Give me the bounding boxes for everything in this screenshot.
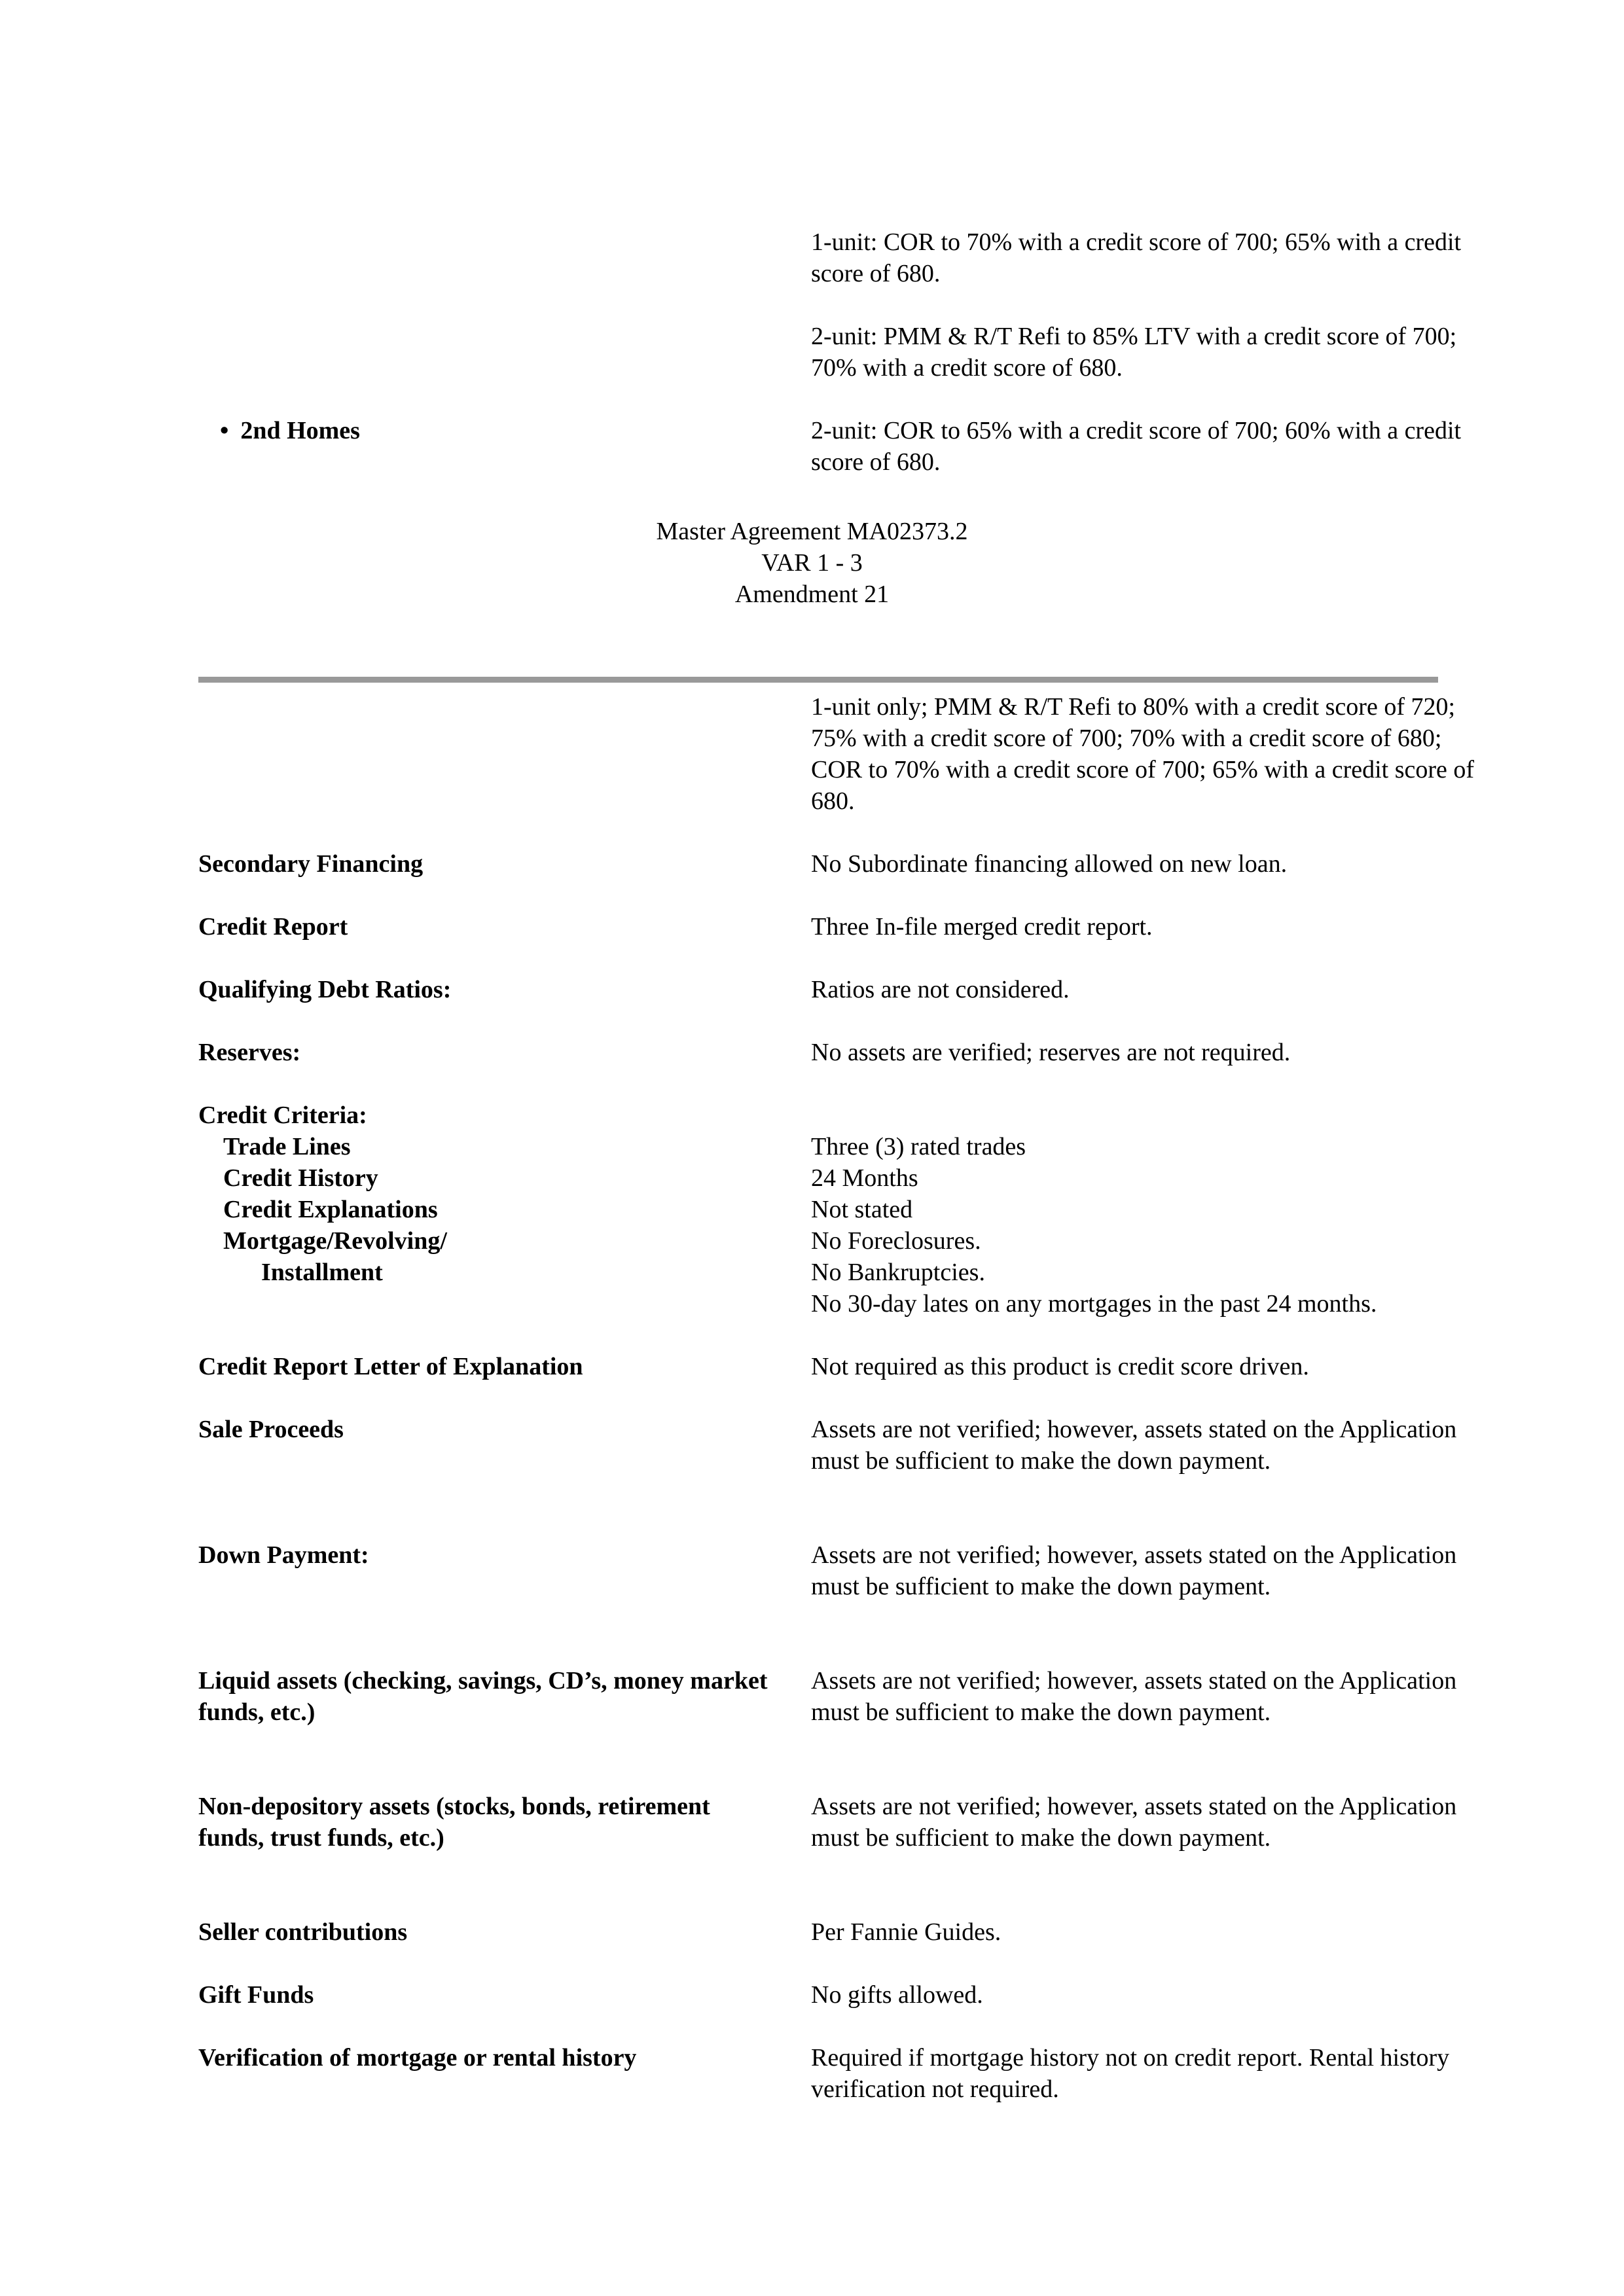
row-label: Gift Funds: [198, 1981, 314, 2009]
footer-agreement: Master Agreement MA02373.2: [656, 518, 968, 545]
credit-criteria-values: [811, 1131, 1479, 1319]
credit-explanations-label: Credit Explanations: [223, 1196, 438, 1223]
mortgage-label-cont: Installment: [261, 1259, 383, 1286]
row-label: Sale Proceeds: [198, 1416, 344, 1443]
credit-history-label: Credit History: [223, 1164, 378, 1192]
trade-lines-label: Trade Lines: [223, 1133, 351, 1160]
row-label: Secondary Financing: [198, 850, 424, 878]
page-divider: [198, 677, 1438, 683]
row-label: Verification of mortgage or rental history: [198, 2044, 637, 2072]
mortgage-value-1: No Foreclosures.: [811, 1227, 981, 1255]
row-value: No gifts allowed.: [811, 1981, 983, 2009]
credit-criteria-heading: Credit Criteria:: [198, 1102, 367, 1129]
row-label: Credit Report: [198, 913, 348, 941]
row-label: Down Payment:: [198, 1541, 369, 1569]
row-value: Assets are not verified; however, assets stated on the Application must be sufficient to make the down payment.: [811, 1667, 1457, 1726]
trade-lines-value: Three (3) rated trades: [811, 1133, 1026, 1160]
bullet-label: 2nd Homes: [240, 417, 360, 444]
mortgage-value-2: No Bankruptcies.: [811, 1259, 985, 1286]
row-value: Per Fannie Guides.: [811, 1918, 1001, 1946]
row-value: No assets are verified; reserves are not required.: [811, 1039, 1291, 1066]
mortgage-label: Mortgage/Revolving/: [223, 1227, 447, 1255]
row-value: Ratios are not considered.: [811, 976, 1070, 1003]
row-label: Non-depository assets (stocks, bonds, retirement funds, trust funds, etc.): [198, 1793, 710, 1852]
row-label: Credit Report Letter of Explanation: [198, 1353, 583, 1380]
page1-paragraph: 1-unit: COR to 70% with a credit score of 700; 65% with a credit score of 680.: [811, 228, 1462, 287]
credit-history-value: 24 Months: [811, 1164, 918, 1192]
footer-amendment: Amendment 21: [734, 581, 890, 608]
row-value: Assets are not verified; however, assets stated on the Application must be sufficient to make the down payment.: [811, 1541, 1457, 1600]
page2-intro: 1-unit only; PMM & R/T Refi to 80% with a credit score of 720; 75% with a credit score of 700; 70% with a credit score of 680; COR to 70% with a credit score of 700; 65% with a credit score of 680.: [811, 693, 1475, 815]
row-value: Required if mortgage history not on credit report. Rental history verification not required.: [811, 2044, 1450, 2103]
row-label: Reserves:: [198, 1039, 301, 1066]
row-value: No Subordinate financing allowed on new loan.: [811, 850, 1288, 878]
row-value: Assets are not verified; however, assets stated on the Application must be sufficient to make the down payment.: [811, 1416, 1457, 1475]
page1-paragraph: 2-unit: COR to 65% with a credit score of 700; 60% with a credit score of 680.: [811, 417, 1462, 476]
row-value: Assets are not verified; however, assets stated on the Application must be sufficient to make the down payment.: [811, 1793, 1457, 1852]
row-label: Seller contributions: [198, 1918, 408, 1946]
row-label: Qualifying Debt Ratios:: [198, 976, 452, 1003]
mortgage-value-3: No 30-day lates on any mortgages in the past 24 months.: [811, 1290, 1377, 1318]
bullet-marker: •: [220, 417, 229, 444]
page1-paragraph: 2-unit: PMM & R/T Refi to 85% LTV with a credit score of 700; 70% with a credit score of 680.: [811, 323, 1457, 382]
row-value: Three In-file merged credit report.: [811, 913, 1153, 941]
credit-explanations-value: Not stated: [811, 1196, 913, 1223]
row-label: Liquid assets (checking, savings, CD’s, money market funds, etc.): [198, 1667, 768, 1726]
row-value: Not required as this product is credit score driven.: [811, 1353, 1309, 1380]
footer-var: VAR 1 - 3: [761, 549, 863, 577]
bullet-item-2nd-homes: [220, 415, 360, 446]
credit-criteria-labels: [198, 1100, 787, 1288]
